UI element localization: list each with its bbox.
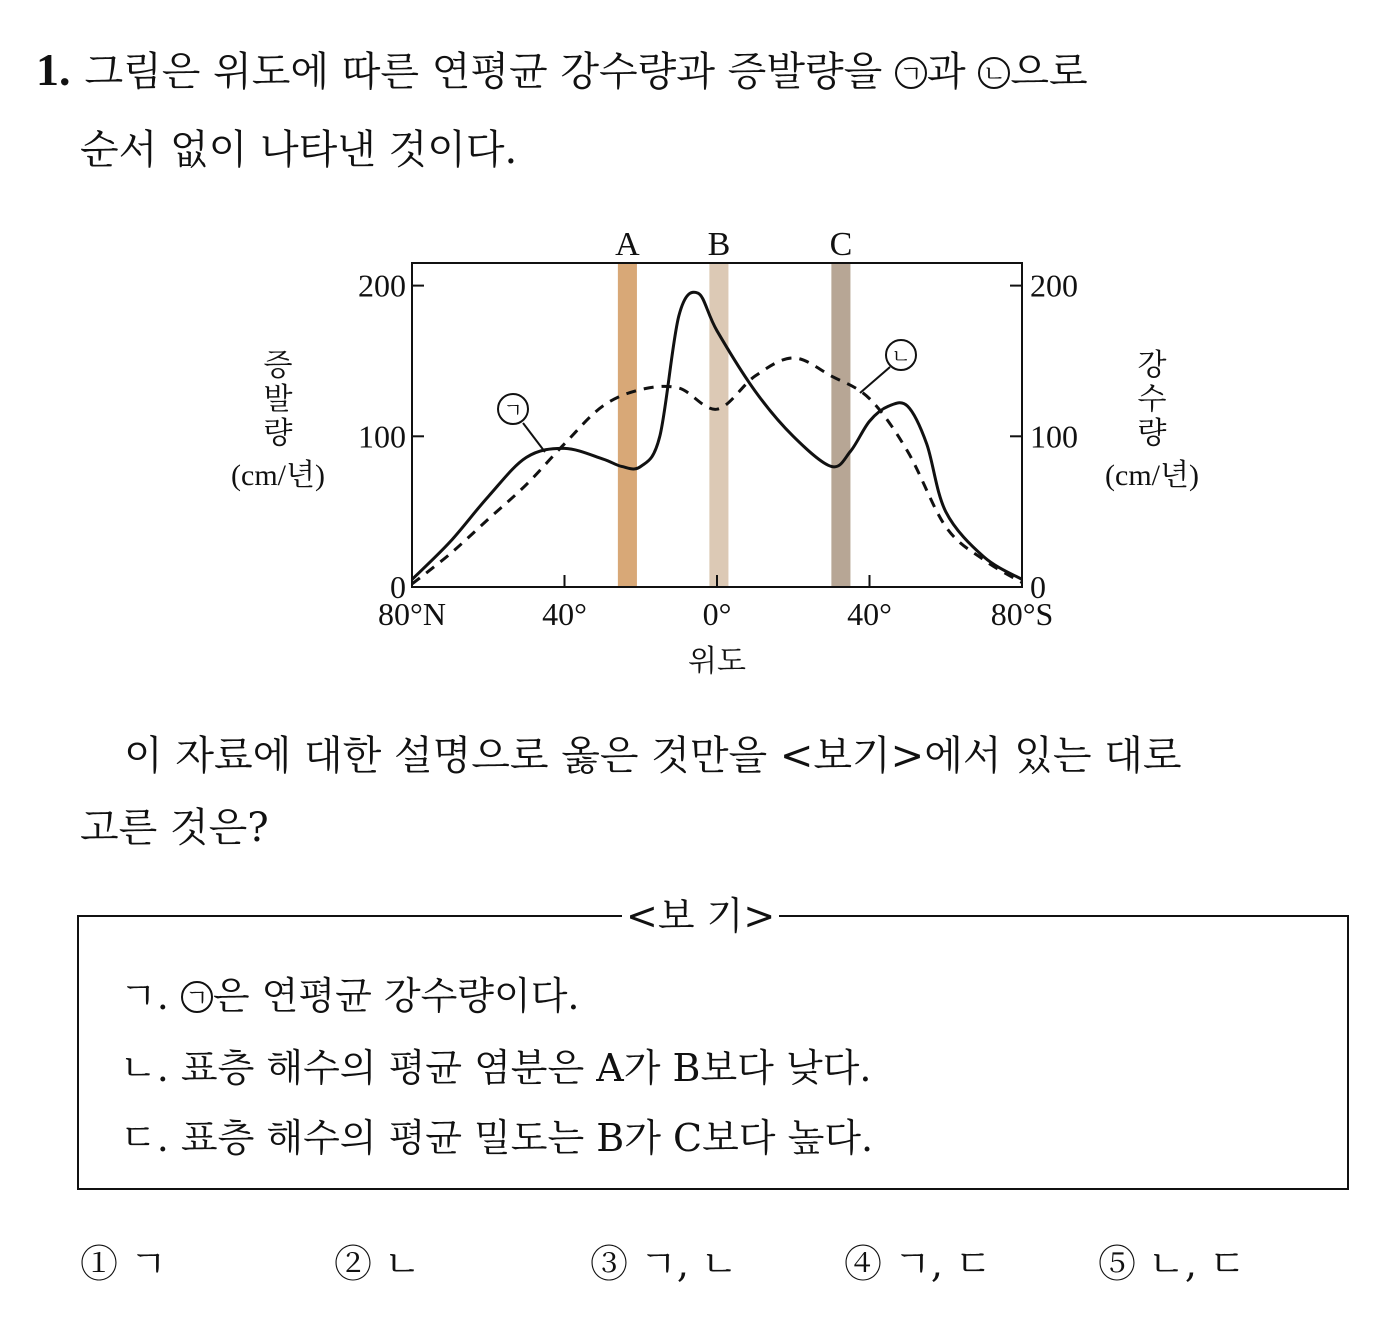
choice-4[interactable] [844,1236,992,1292]
choice-1[interactable] [80,1236,167,1292]
choice-5[interactable] [1098,1236,1246,1292]
left-axis-label-char: 증 [263,349,293,382]
question-number: 1. [36,44,71,95]
circled-mark: ㄱ [181,981,213,1013]
choice-2[interactable] [334,1236,421,1292]
right-axis-label-char: 량 [1137,417,1167,450]
question-text-c: 으로 [1010,49,1088,95]
choice-text: ㄱ, ㄴ [640,1242,738,1286]
label-leader-1 [523,423,545,452]
bogi-item-2 [120,1040,871,1096]
series-label-1: ㄱ [503,400,523,422]
y-tick-label-right: 200 [1030,267,1078,304]
band-b [709,263,728,587]
band-c [831,263,850,587]
y-tick-label-left: 0 [390,569,406,605]
x-tick-label: 40° [847,596,892,632]
bogi-item-label: ㄷ. [120,1116,169,1160]
x-tick-label: 80°N [378,596,446,632]
x-tick-label: 80°S [990,596,1054,632]
choice-number: ④ [844,1242,883,1286]
question-text-b: 과 [926,49,979,95]
y-tick-label-right: 0 [1030,569,1046,605]
right-axis-unit: (cm/년) [1105,459,1199,492]
choice-3[interactable] [590,1236,738,1292]
choice-text: ㄱ [130,1242,167,1286]
prompt-line-2: 고른 것은? [80,805,269,851]
prompt-line-1: 이 자료에 대한 설명으로 옳은 것만을 <보기>에서 있는 대로 [124,733,1182,779]
question-line-1 [36,42,1366,100]
bogi-title: <보 기> [622,888,779,944]
bogi-item-label: ㄱ. [120,974,169,1018]
x-tick-label: 0° [702,596,732,632]
bogi-item-label: ㄴ. [120,1046,169,1090]
band-a [618,263,637,587]
band-label-c: C [829,226,853,263]
right-axis-label-char: 수 [1137,383,1167,416]
bogi-item-text: 표층 해수의 평균 염분은 A가 B보다 낮다. [180,1046,872,1090]
left-axis-label-char: 발 [263,383,293,416]
y-tick-label-left: 100 [358,418,406,455]
bogi-item-3 [120,1110,873,1166]
bogi-item-1 [120,968,580,1024]
choice-number: ① [80,1242,119,1286]
choice-text: ㄱ, ㄷ [894,1242,992,1286]
label-leader-2 [860,367,890,393]
chart [200,215,1230,685]
circled-mark-1: ㄱ [895,57,927,89]
y-tick-label-right: 100 [1030,418,1078,455]
choice-number: ③ [590,1242,629,1286]
choice-number: ② [334,1242,373,1286]
choice-text: ㄴ [384,1242,421,1286]
band-label-a: A [615,226,640,263]
latitude-chart-svg [200,215,1230,685]
bogi-item-text: 은 연평균 강수량이다. [212,974,580,1018]
choice-text: ㄴ, ㄷ [1148,1242,1246,1286]
left-axis-unit: (cm/년) [231,459,325,492]
right-axis-label-char: 강 [1137,349,1167,382]
x-tick-label: 40° [542,596,587,632]
question-text-a: 그림은 위도에 따른 연평균 강수량과 증발량을 [84,49,895,95]
y-tick-label-left: 200 [358,267,406,304]
circled-mark-2: ㄴ [978,57,1010,89]
left-axis-label-char: 량 [263,417,293,450]
choice-number: ⑤ [1098,1242,1137,1286]
x-axis-label: 위도 [688,645,746,678]
bogi-item-text: 표층 해수의 평균 밀도는 B가 C보다 높다. [180,1116,874,1160]
band-label-b: B [707,226,731,263]
series-label-2: ㄴ [891,346,911,368]
question-line-2: 순서 없이 나타낸 것이다. [80,127,518,173]
